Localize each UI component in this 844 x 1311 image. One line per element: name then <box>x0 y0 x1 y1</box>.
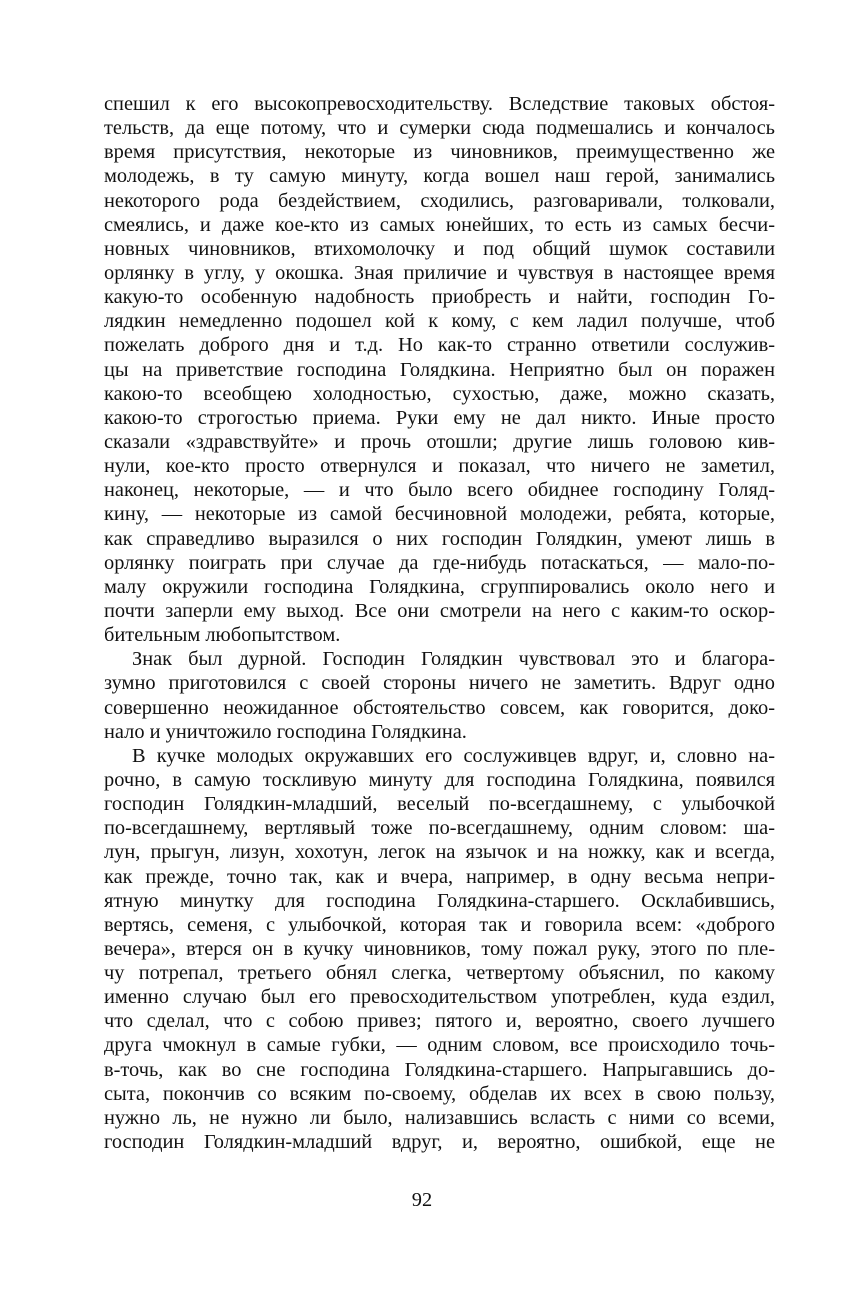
text-line: тельств, да еще потому, что и сумерки сюда подмешались и кончалось <box>104 117 775 140</box>
paragraph <box>104 92 775 647</box>
text-line: молодежь, в ту самую минуту, когда вошел наш герой, занимались <box>104 165 775 188</box>
paragraph <box>104 647 775 744</box>
text-line: друга чмокнул в самые губки, — одним словом, все происходило точь- <box>104 1034 775 1057</box>
text-line: по-всегдашнему, вертлявый тоже по-всегдашнему, одним словом: ша- <box>104 817 775 840</box>
text-line: именно случаю был его превосходительством употреблен, куда ездил, <box>104 986 775 1009</box>
text-line: бительным любопытством. <box>104 624 341 647</box>
text-line: что сделал, что с собою привез; пятого и, вероятно, своего лучшего <box>104 1010 775 1033</box>
text-line: совершенно неожиданное обстоятельство совсем, как говорится, доко- <box>104 696 775 719</box>
text-line: нало и уничтожило господина Голядкина. <box>104 720 467 743</box>
text-line: сыта, покончив со всяким по-своему, обделав их всех в свою пользу, <box>104 1082 775 1105</box>
text-line: нужно ль, не нужно ли было, нализавшись всласть с ними со всеми, <box>104 1106 775 1129</box>
text-line: цы на приветствие господина Голядкина. Неприятно был он поражен <box>104 358 775 381</box>
page-number: 92 <box>411 1189 433 1211</box>
text-line: как справедливо выразился о них господин Голядкин, умеют лишь в <box>104 527 775 550</box>
text-line: В кучке молодых окружавших его сослуживцев вдруг, и, словно на- <box>132 744 775 767</box>
text-line: как прежде, точно так, как и вчера, например, в одну весьма непри- <box>104 865 775 888</box>
text-line: чу потрепал, третьего обнял слегка, четвертому объяснил, по какому <box>104 962 775 985</box>
text-line: пожелать доброго дня и т.д. Но как-то странно ответили сослужив- <box>104 334 775 357</box>
text-line: вечера», втерся он в кучку чиновников, тому пожал руку, этого по пле- <box>104 937 775 960</box>
text-line: нули, кое-кто просто отвернулся и показал, что ничего не заметил, <box>104 455 775 478</box>
text-line: господин Голядкин-младший вдруг, и, вероятно, ошибкой, еще не <box>104 1131 775 1154</box>
text-line: наконец, некоторые, — и что было всего обиднее господину Голяд- <box>104 479 775 502</box>
text-line: время присутствия, некоторые из чиновников, преимущественно же <box>104 141 775 164</box>
text-line: какою-то всеобщею холодностью, сухостью, даже, можно сказать, <box>104 382 775 405</box>
text-line: сказали «здравствуйте» и прочь отошли; другие лишь головою кив- <box>104 430 775 453</box>
text-line: орлянку поиграть при случае да где-нибудь потаскаться, — мало-по- <box>104 551 775 574</box>
text-line: какую-то особенную надобность приобресть и найти, господин Го- <box>104 286 775 309</box>
text-line: некоторого рода бездействием, сходились, разговаривали, толковали, <box>104 189 775 212</box>
text-line: зумно приготовился с своей стороны ничего не заметить. Вдруг одно <box>104 672 775 695</box>
text-line: смеялись, и даже кое-кто из самых юнейших, то есть из самых бесчи- <box>104 213 775 236</box>
text-line: почти заперли ему выход. Все они смотрели на него с каким-то оскор- <box>104 599 775 622</box>
text-line: рочно, в самую тоскливую минуту для господина Голядкина, появился <box>104 768 775 791</box>
text-line: спешил к его высокопревосходительству. Вследствие таковых обстоя- <box>104 93 775 115</box>
paragraph <box>104 744 775 1154</box>
text-line: кину, — некоторые из самой бесчиновной молодежи, ребята, которые, <box>104 503 775 526</box>
text-line: господин Голядкин-младший, веселый по-всегдашнему, с улыбочкой <box>104 793 775 816</box>
text-line: ятную минутку для господина Голядкина-старшего. Осклабившись, <box>104 889 775 912</box>
text-line: Знак был дурной. Господин Голядкин чувствовал это и благора- <box>132 648 775 671</box>
text-line: в-точь, как во сне господина Голядкина-старшего. Напрыгавшись до- <box>104 1058 775 1081</box>
text-line: какою-то строгостью приема. Руки ему не дал никто. Иные просто <box>104 406 775 429</box>
text-line: вертясь, семеня, с улыбочкой, которая так и говорила всем: «доброго <box>104 913 775 936</box>
text-line: новных чиновников, втихомолочку и под общий шумок составили <box>104 237 775 260</box>
text-line: малу окружили господина Голядкина, сгруппировались около него и <box>104 575 775 598</box>
text-line: лядкин немедленно подошел кой к кому, с кем ладил получше, чтоб <box>104 310 775 333</box>
text-line: лун, прыгун, лизун, хохотун, легок на язычок и на ножку, как и всегда, <box>104 841 775 864</box>
text-line: орлянку в углу, у окошка. Зная приличие и чувствуя в настоящее время <box>104 261 775 284</box>
book-page-text <box>104 92 775 1154</box>
